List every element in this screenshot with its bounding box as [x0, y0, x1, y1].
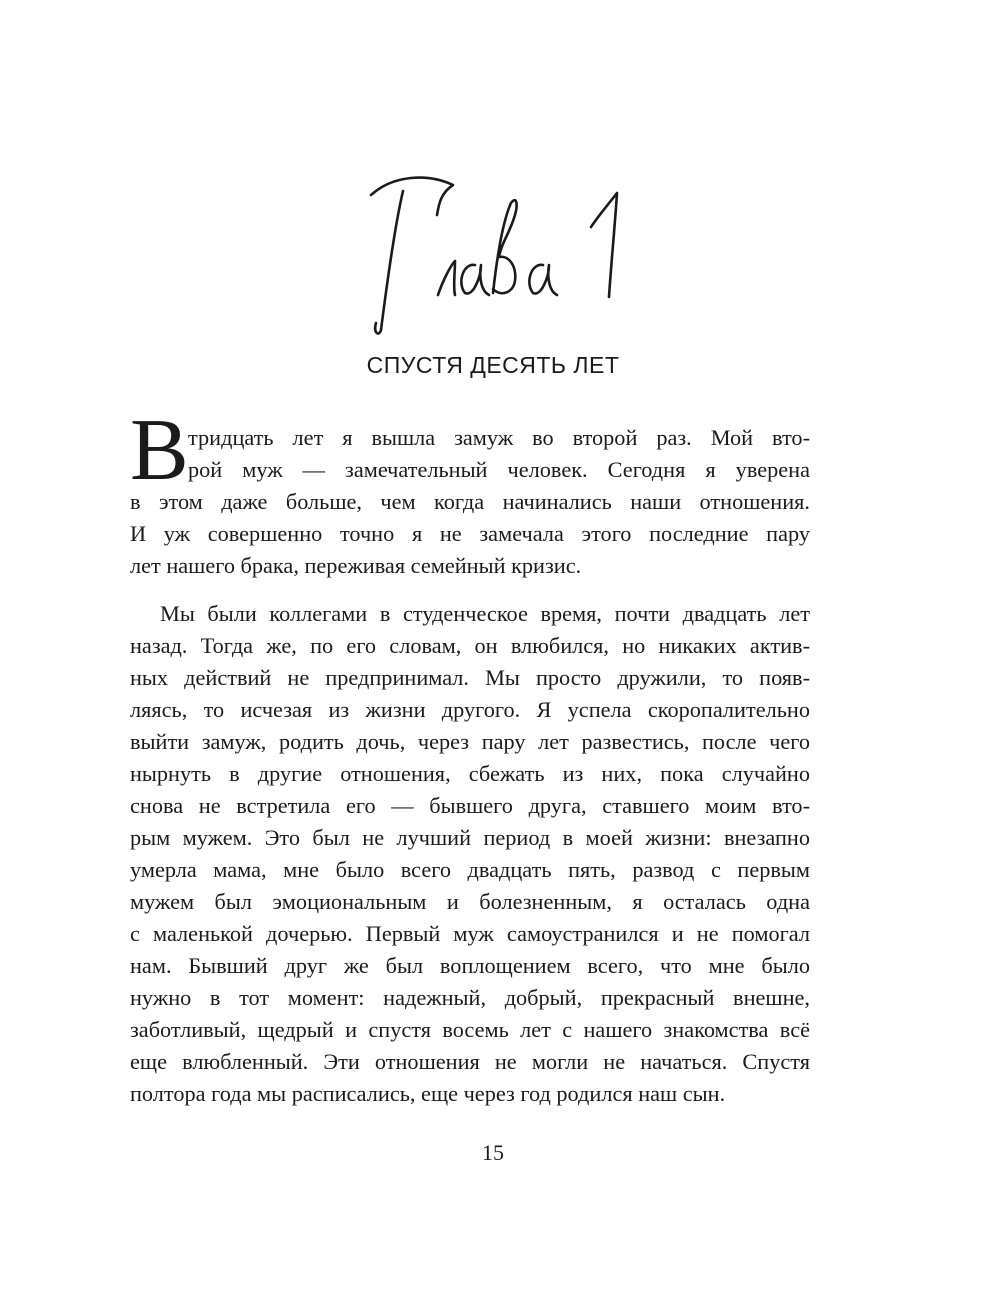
paragraph-line: еще влюбленный. Эти отношения не могли не начаться. Спустя: [130, 1049, 810, 1074]
paragraph-line: полтора года мы расписались, еще через год родился наш сын.: [130, 1081, 726, 1106]
paragraph-line: тридцать лет я вышла замуж во второй раз. Мой вто-: [188, 425, 810, 450]
paragraph-line: снова не встретила его — бывшего друга, ставшего моим вто-: [130, 793, 810, 818]
chapter-subtitle: СПУСТЯ ДЕСЯТЬ ЛЕТ: [366, 352, 620, 378]
paragraph-line: заботливый, щедрый и спустя восемь лет с нашего знакомства всё: [130, 1017, 810, 1042]
paragraph-line: умерла мама, мне было всего двадцать пять, развод с первым: [130, 857, 810, 882]
paragraph-line: мужем был эмоциональным и болезненным, я осталась одна: [130, 889, 810, 914]
paragraph-line: выйти замуж, родить дочь, через пару лет развестись, после чего: [130, 729, 810, 754]
paragraph-line: И уж совершенно точно я не замечала этого последние пару: [130, 521, 810, 546]
paragraph-line: с маленькой дочерью. Первый муж самоустранился и не помогал: [130, 921, 810, 946]
paragraph-1: [130, 422, 810, 582]
paragraph-line: нужно в тот момент: надежный, добрый, прекрасный внешне,: [130, 985, 810, 1010]
drop-cap: В: [130, 402, 189, 499]
paragraph-line: ляясь, то исчезая из жизни другого. Я успела скоропалительно: [130, 697, 810, 722]
paragraph-line: рым мужем. Это был не лучший период в моей жизни: внезапно: [130, 825, 810, 850]
paragraph-line: рой муж — замечательный человек. Сегодня я уверена: [188, 457, 810, 482]
paragraph-line: в этом даже больше, чем когда начинались наши отношения.: [130, 489, 810, 514]
paragraph-line: нырнуть в другие отношения, сбежать из них, пока случайно: [130, 761, 810, 786]
paragraph-line: нам. Бывший друг же был воплощением всего, что мне было: [130, 953, 810, 978]
paragraph-line: ных действий не предпринимал. Мы просто дружили, то появ-: [130, 665, 810, 690]
paragraph-line: лет нашего брака, переживая семейный кризис.: [130, 553, 582, 578]
paragraph-2: [130, 598, 810, 1110]
chapter-title-script: [343, 165, 643, 345]
page-number: 15: [482, 1140, 504, 1165]
paragraph-line: Мы были коллегами в студенческое время, почти двадцать лет: [160, 601, 810, 626]
paragraph-line: назад. Тогда же, по его словам, он влюбился, но никаких актив-: [130, 633, 810, 658]
chapter-title: [0, 165, 986, 345]
